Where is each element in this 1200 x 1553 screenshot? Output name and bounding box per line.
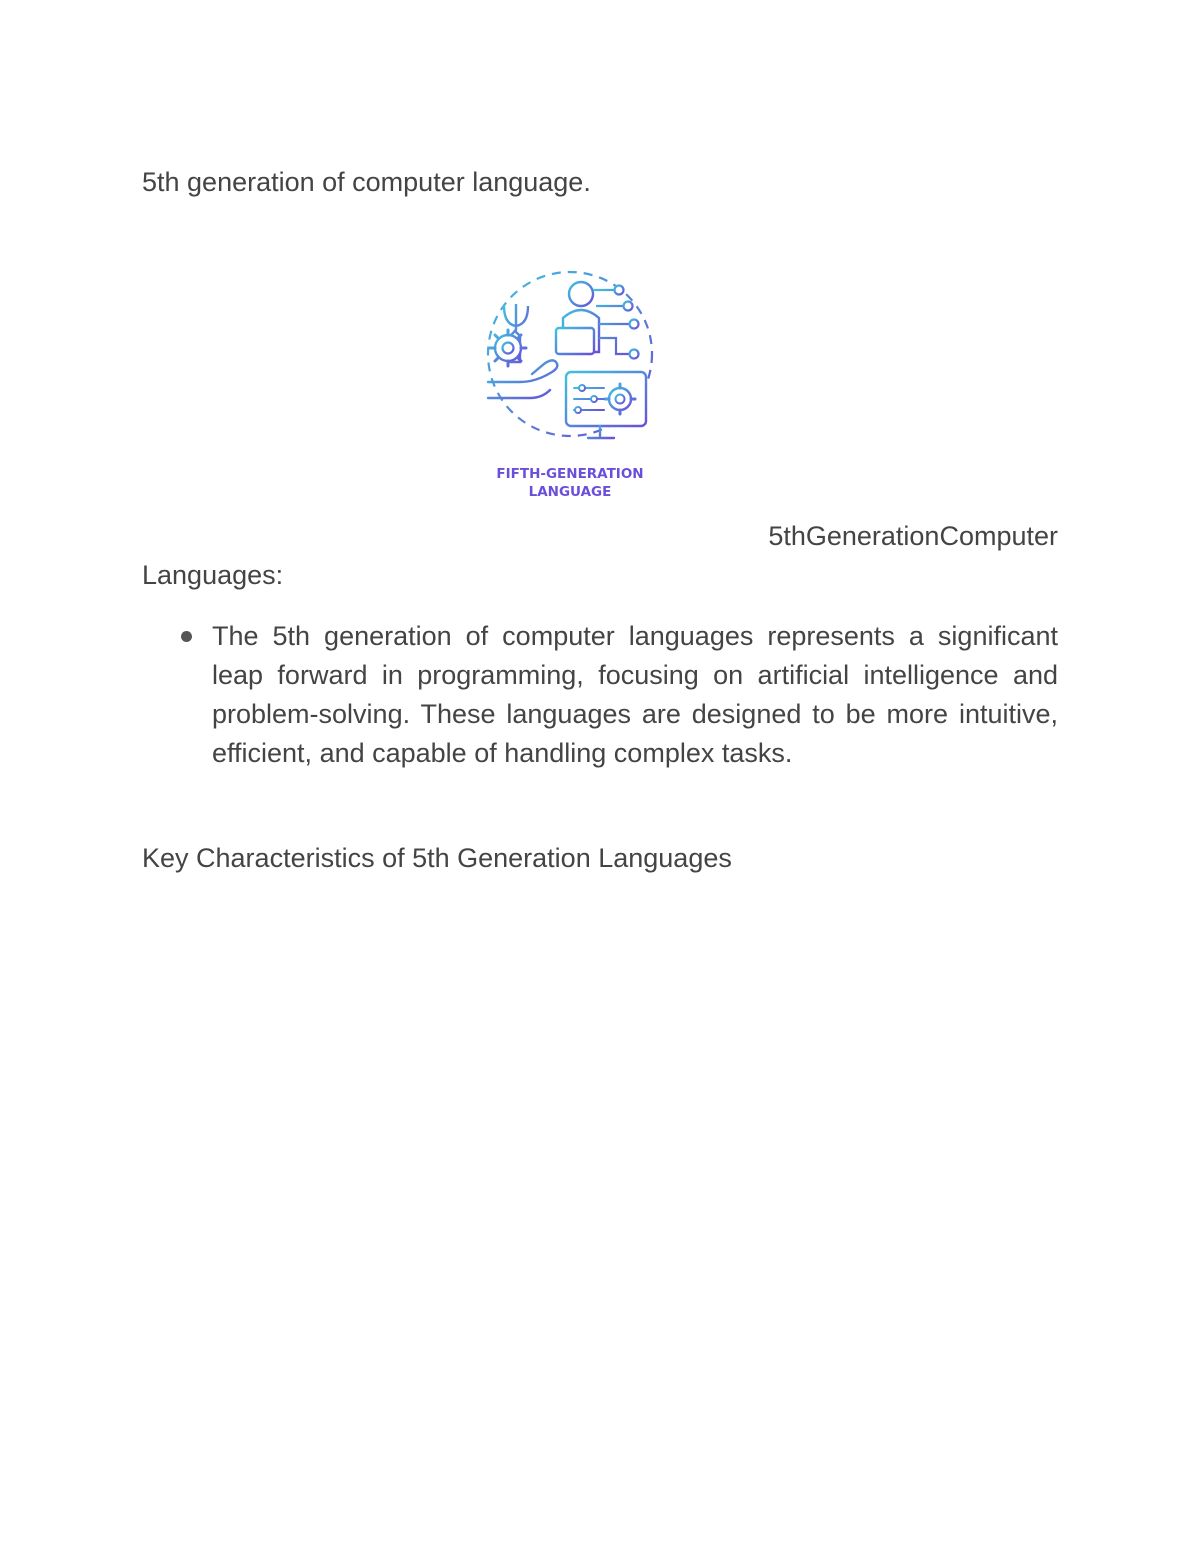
fifth-generation-language-illustration <box>480 266 660 506</box>
figure-caption-line2: Languages: <box>142 560 284 590</box>
logo-text-line1: FIFTH-GENERATION <box>496 466 644 482</box>
bullet-text: The 5th generation of computer languages represents a significant leap forward in programming, focusing on artificial intelligence and problem-solving. These languages are designed to be more intuitive, efficient, and capable of handling complex tasks. <box>212 621 1058 768</box>
person-head-icon <box>569 282 593 306</box>
fifth-generation-icon <box>480 266 660 506</box>
section-title: Key Characteristics of 5th Generation Languages <box>142 843 732 873</box>
list-item <box>142 617 1058 773</box>
logo-text-line2: LANGUAGE <box>528 484 612 500</box>
tablet-icon <box>556 328 594 354</box>
bullet-dot-icon <box>181 631 192 642</box>
intro-line: 5th generation of computer language. <box>142 167 591 197</box>
figure-caption-line1: 5thGenerationComputer <box>768 521 1058 551</box>
bullet-list <box>142 617 1058 773</box>
